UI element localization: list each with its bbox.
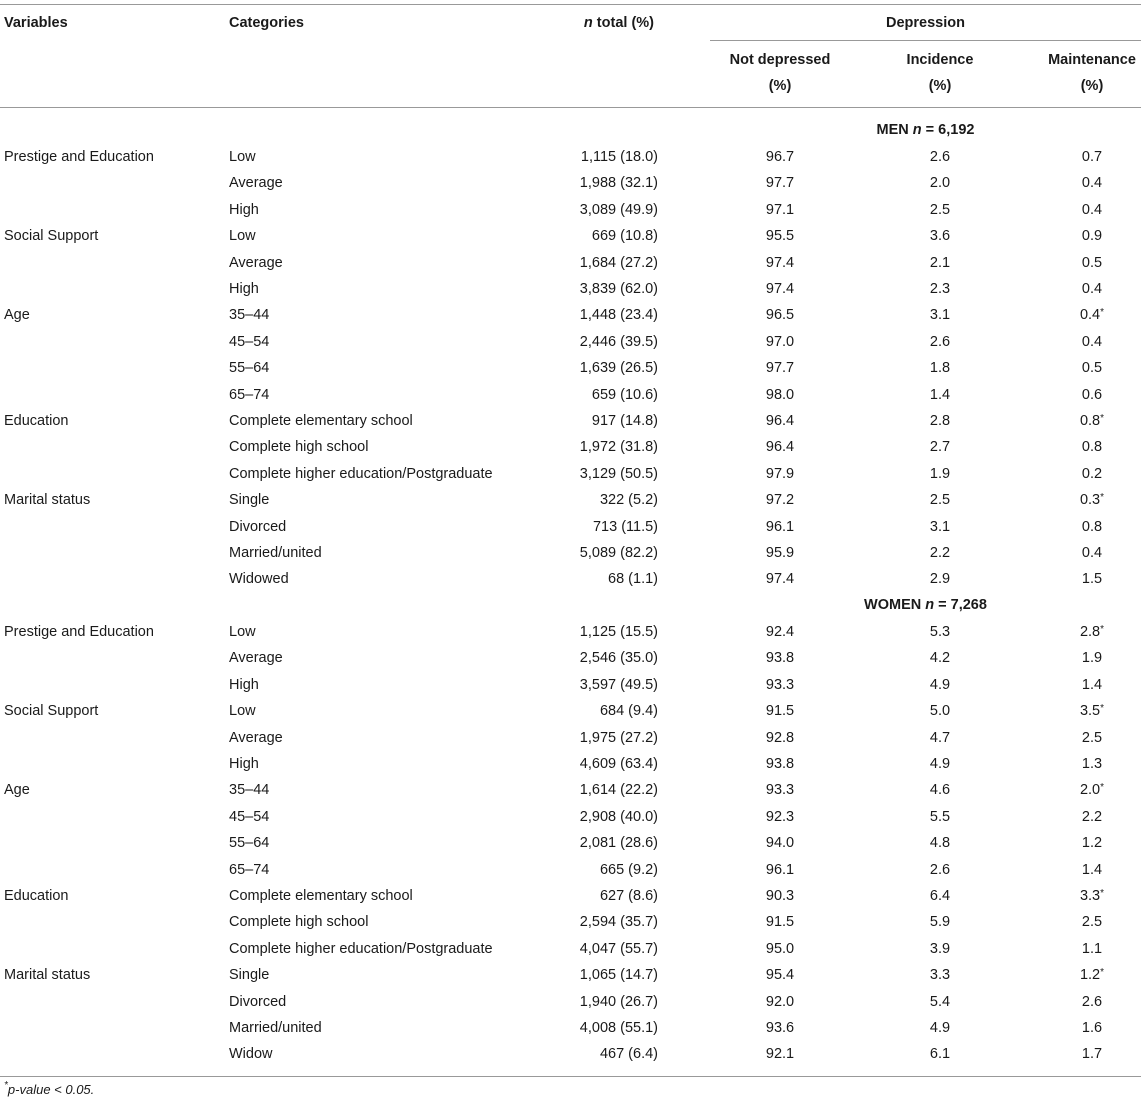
maintenance-value: 0.6 — [1081, 386, 1103, 403]
maintenance-value: 0.9 — [1081, 228, 1103, 245]
n-total-cell: 3,597 (49.5) — [579, 676, 658, 693]
n-total-cell: 467 (6.4) — [599, 1046, 658, 1063]
table-row — [0, 223, 1141, 249]
maintenance-cell — [1022, 857, 1145, 883]
n-total-cell: 659 (10.6) — [591, 386, 658, 403]
maintenance-value: 1.7 — [1081, 1046, 1103, 1063]
header-depression: Depression — [886, 15, 965, 31]
category-cell: Complete elementary school — [229, 413, 413, 429]
not-depressed-cell: 96.7 — [765, 149, 795, 165]
category-cell: 45–54 — [229, 333, 270, 350]
category-cell: Average — [229, 175, 283, 192]
maintenance-value: 0.4 — [1079, 307, 1101, 324]
variable-cell: Education — [4, 888, 69, 904]
incidence-cell: 2.1 — [929, 254, 951, 271]
n-total-cell: 1,940 (26.7) — [579, 993, 658, 1010]
significance-mark: * — [1100, 413, 1105, 424]
significance-mark: * — [1100, 624, 1105, 635]
category-cell: Complete higher education/Postgraduate — [229, 940, 493, 957]
incidence-cell: 6.1 — [929, 1046, 951, 1063]
maintenance-value: 2.5 — [1081, 914, 1103, 931]
category-cell: Complete elementary school — [229, 888, 413, 904]
incidence-cell: 2.6 — [929, 333, 951, 350]
n-total-cell: 4,008 (55.1) — [579, 1020, 658, 1036]
category-cell: Divorced — [229, 993, 287, 1010]
variable-cell: Social Support — [4, 703, 99, 720]
table-row — [0, 936, 1141, 962]
maintenance-cell — [1022, 276, 1145, 302]
header-n-total — [584, 10, 654, 36]
maintenance-cell — [1022, 382, 1145, 408]
footnote-text: p-value < 0.05. — [7, 1082, 95, 1097]
table-row — [0, 909, 1141, 935]
not-depressed-cell: 97.4 — [765, 254, 795, 271]
n-total-cell: 1,065 (14.7) — [579, 967, 658, 984]
category-cell: Complete higher education/Postgraduate — [229, 465, 493, 482]
n-total-cell: 713 (11.5) — [592, 518, 658, 535]
maintenance-cell — [1022, 1015, 1145, 1041]
table-row — [0, 672, 1141, 698]
section-title-women — [710, 592, 1141, 618]
maintenance-value: 1.5 — [1081, 571, 1103, 588]
incidence-cell: 4.2 — [929, 650, 951, 667]
variable-cell: Marital status — [4, 967, 91, 984]
n-total-cell: 4,047 (55.7) — [579, 940, 658, 957]
maintenance-value: 0.8 — [1079, 413, 1101, 429]
maintenance-cell — [1022, 1041, 1145, 1067]
n-total-cell: 917 (14.8) — [591, 413, 658, 429]
maintenance-value: 0.4 — [1081, 201, 1103, 218]
table-row — [0, 540, 1141, 566]
category-cell: Widow — [229, 1046, 273, 1063]
table-row — [0, 619, 1141, 645]
maintenance-cell — [1022, 751, 1145, 777]
incidence-cell: 2.9 — [929, 571, 951, 588]
incidence-cell: 2.2 — [929, 545, 951, 561]
maintenance-cell — [1022, 355, 1145, 381]
significance-mark: * — [1100, 492, 1105, 504]
variable-cell: Marital status — [4, 492, 91, 509]
n-total-cell: 2,446 (39.5) — [579, 333, 658, 350]
n-total-cell: 1,975 (27.2) — [579, 729, 658, 746]
not-depressed-cell: 96.4 — [765, 439, 795, 456]
not-depressed-cell: 93.3 — [765, 782, 795, 799]
table-row — [0, 566, 1141, 592]
maintenance-cell — [1022, 698, 1145, 724]
table-row — [0, 962, 1141, 988]
not-depressed-cell: 95.5 — [765, 228, 795, 245]
maintenance-value: 2.8 — [1079, 624, 1101, 640]
not-depressed-cell: 97.4 — [765, 281, 795, 297]
section-title-suffix: = 7,268 — [934, 597, 987, 613]
incidence-cell: 4.8 — [929, 835, 951, 852]
incidence-cell: 3.9 — [929, 940, 951, 957]
maintenance-cell — [1022, 329, 1145, 355]
category-cell: Low — [229, 703, 256, 720]
incidence-cell: 4.9 — [929, 1020, 951, 1036]
category-cell: Single — [229, 492, 270, 509]
top-rule — [0, 4, 1141, 5]
header-variables: Variables — [4, 15, 68, 31]
table-row — [0, 302, 1141, 328]
table-row — [0, 250, 1141, 276]
table-row — [0, 355, 1141, 381]
maintenance-cell — [1022, 645, 1145, 671]
maintenance-cell — [1022, 434, 1145, 460]
maintenance-cell — [1022, 804, 1145, 830]
table-row — [0, 329, 1141, 355]
category-cell: Married/united — [229, 1020, 322, 1036]
maintenance-value: 0.4 — [1081, 333, 1103, 350]
maintenance-value: 0.8 — [1081, 439, 1103, 456]
maintenance-value: 1.2 — [1081, 835, 1103, 852]
n-total-cell: 2,081 (28.6) — [579, 835, 658, 852]
maintenance-cell — [1022, 487, 1145, 513]
table-row — [0, 883, 1141, 909]
table-row — [0, 777, 1141, 803]
not-depressed-cell: 91.5 — [765, 703, 795, 720]
header-not-depressed: Not depressed — [729, 52, 831, 68]
not-depressed-cell: 92.1 — [765, 1046, 795, 1063]
table-row — [0, 698, 1141, 724]
maintenance-value: 2.5 — [1081, 729, 1103, 746]
n-total-cell: 1,614 (22.2) — [579, 782, 658, 799]
maintenance-cell — [1022, 619, 1145, 645]
incidence-cell: 4.7 — [929, 729, 951, 746]
maintenance-cell — [1022, 461, 1145, 487]
incidence-cell: 6.4 — [929, 888, 951, 904]
maintenance-cell — [1022, 725, 1145, 751]
category-cell: High — [229, 201, 259, 218]
significance-mark: * — [1100, 307, 1105, 319]
maintenance-value: 0.4 — [1081, 545, 1103, 561]
n-total-cell: 684 (9.4) — [599, 703, 658, 720]
n-total-cell: 1,448 (23.4) — [579, 307, 658, 324]
section-title-suffix: = 6,192 — [921, 122, 975, 138]
table-row — [0, 276, 1141, 302]
table-row — [0, 408, 1141, 434]
maintenance-value: 0.7 — [1081, 149, 1103, 165]
not-depressed-cell: 96.4 — [765, 413, 795, 429]
category-cell: Complete high school — [229, 914, 369, 931]
not-depressed-cell: 95.9 — [765, 545, 795, 561]
not-depressed-cell: 93.6 — [765, 1020, 795, 1036]
n-total-cell: 68 (1.1) — [608, 571, 658, 588]
n-total-cell: 665 (9.2) — [599, 861, 658, 878]
maintenance-value: 3.3 — [1079, 888, 1101, 904]
incidence-cell: 3.1 — [929, 518, 951, 535]
n-total-cell: 2,594 (35.7) — [579, 914, 658, 931]
not-depressed-cell: 96.1 — [765, 518, 795, 535]
table-row — [0, 1041, 1141, 1067]
n-total-cell: 3,839 (62.0) — [579, 281, 658, 297]
section-title-men — [710, 117, 1141, 143]
n-total-cell: 2,908 (40.0) — [579, 808, 658, 825]
not-depressed-cell: 95.0 — [765, 940, 795, 957]
significance-mark: * — [1100, 967, 1105, 979]
not-depressed-cell: 97.7 — [765, 360, 795, 377]
maintenance-value: 1.4 — [1081, 676, 1103, 693]
table-row — [0, 725, 1141, 751]
n-total-cell: 1,972 (31.8) — [579, 439, 658, 456]
incidence-cell: 5.9 — [929, 914, 951, 931]
not-depressed-cell: 96.1 — [765, 861, 795, 878]
variable-cell: Social Support — [4, 228, 99, 245]
incidence-cell: 3.1 — [929, 307, 951, 324]
maintenance-value: 0.8 — [1081, 518, 1103, 535]
n-total-cell: 669 (10.8) — [591, 228, 658, 245]
not-depressed-cell: 93.8 — [765, 650, 795, 667]
maintenance-cell — [1022, 777, 1145, 803]
incidence-cell: 2.3 — [929, 281, 951, 297]
incidence-cell: 3.3 — [929, 967, 951, 984]
header-incidence-unit: (%) — [928, 78, 952, 94]
table-row — [0, 751, 1141, 777]
table-row — [0, 645, 1141, 671]
maintenance-cell — [1022, 514, 1145, 540]
table-row — [0, 487, 1141, 513]
n-total-cell: 3,129 (50.5) — [579, 465, 658, 482]
not-depressed-cell: 92.3 — [765, 808, 795, 825]
category-cell: 35–44 — [229, 307, 270, 324]
footnote-mark: * — [4, 1080, 8, 1091]
not-depressed-cell: 97.1 — [765, 201, 795, 218]
category-cell: Average — [229, 729, 283, 746]
n-total-cell: 1,125 (15.5) — [579, 624, 658, 640]
maintenance-value: 1.6 — [1081, 1020, 1103, 1036]
header-maintenance-unit: (%) — [1080, 78, 1104, 94]
section-title-prefix: MEN — [876, 122, 913, 138]
maintenance-cell — [1022, 170, 1145, 196]
maintenance-cell — [1022, 144, 1145, 170]
not-depressed-cell: 92.4 — [765, 624, 795, 640]
variable-cell: Prestige and Education — [4, 624, 154, 640]
variable-cell: Age — [4, 307, 30, 324]
maintenance-cell — [1022, 936, 1145, 962]
header-categories: Categories — [229, 15, 304, 31]
table-row — [0, 804, 1141, 830]
incidence-cell: 4.6 — [929, 782, 951, 799]
category-cell: Low — [229, 228, 256, 245]
not-depressed-cell: 92.8 — [765, 729, 795, 746]
maintenance-cell — [1022, 250, 1145, 276]
maintenance-value: 2.0 — [1079, 782, 1101, 799]
maintenance-cell — [1022, 223, 1145, 249]
incidence-cell: 1.8 — [929, 360, 951, 377]
significance-mark: * — [1100, 782, 1105, 794]
not-depressed-cell: 91.5 — [765, 914, 795, 931]
not-depressed-cell: 94.0 — [765, 835, 795, 852]
not-depressed-cell: 97.0 — [765, 333, 795, 350]
incidence-cell: 5.5 — [929, 808, 951, 825]
not-depressed-cell: 95.4 — [765, 967, 795, 984]
maintenance-cell — [1022, 883, 1145, 909]
maintenance-value: 0.4 — [1081, 175, 1103, 192]
maintenance-cell — [1022, 197, 1145, 223]
maintenance-cell — [1022, 672, 1145, 698]
n-total-cell: 1,684 (27.2) — [579, 254, 658, 271]
maintenance-cell — [1022, 566, 1145, 592]
n-total-cell: 627 (8.6) — [599, 888, 658, 904]
incidence-cell: 2.8 — [929, 413, 951, 429]
n-total-cell: 5,089 (82.2) — [579, 545, 658, 561]
section-title-n: n — [912, 122, 922, 138]
section-title-n: n — [925, 597, 935, 613]
incidence-cell: 2.7 — [929, 439, 951, 456]
incidence-cell: 2.6 — [929, 861, 951, 878]
category-cell: 55–64 — [229, 360, 270, 377]
header-incidence: Incidence — [906, 52, 974, 68]
not-depressed-cell: 97.7 — [765, 175, 795, 192]
table-row — [0, 514, 1141, 540]
maintenance-value: 1.4 — [1081, 861, 1103, 878]
variable-cell: Prestige and Education — [4, 149, 154, 165]
n-total-cell: 2,546 (35.0) — [579, 650, 658, 667]
table-row — [0, 144, 1141, 170]
incidence-cell: 5.0 — [929, 703, 951, 720]
maintenance-value: 0.4 — [1081, 281, 1103, 297]
maintenance-value: 1.1 — [1081, 940, 1103, 957]
maintenance-value: 1.2 — [1079, 967, 1101, 984]
maintenance-value: 2.6 — [1081, 993, 1103, 1010]
header-bottom-rule — [0, 107, 1141, 108]
category-cell: 45–54 — [229, 808, 270, 825]
n-total-cell: 1,639 (26.5) — [579, 360, 658, 377]
maintenance-cell — [1022, 408, 1145, 434]
not-depressed-cell: 93.8 — [765, 756, 795, 772]
category-cell: Low — [229, 149, 256, 165]
table-row — [0, 197, 1141, 223]
table-row — [0, 382, 1141, 408]
maintenance-value: 0.2 — [1081, 465, 1103, 482]
incidence-cell: 5.4 — [929, 993, 951, 1010]
maintenance-cell — [1022, 830, 1145, 856]
incidence-cell: 2.5 — [929, 492, 951, 509]
incidence-cell: 3.6 — [929, 228, 951, 245]
header-maintenance: Maintenance — [1048, 52, 1136, 68]
table-row — [0, 830, 1141, 856]
category-cell: High — [229, 676, 259, 693]
category-cell: Low — [229, 624, 256, 640]
maintenance-cell — [1022, 302, 1145, 328]
category-cell: High — [229, 281, 259, 297]
bottom-rule — [0, 1076, 1141, 1077]
table-row — [0, 170, 1141, 196]
significance-mark: * — [1100, 703, 1105, 715]
maintenance-cell — [1022, 540, 1145, 566]
not-depressed-cell: 97.9 — [765, 465, 795, 482]
category-cell: 65–74 — [229, 861, 270, 878]
table-row — [0, 461, 1141, 487]
n-total-cell: 1,115 (18.0) — [580, 149, 658, 165]
n-total-cell: 4,609 (63.4) — [579, 756, 658, 772]
incidence-cell: 1.4 — [929, 386, 951, 403]
n-total-cell: 322 (5.2) — [599, 492, 658, 509]
depression-rule — [710, 40, 1141, 41]
incidence-cell: 1.9 — [929, 465, 951, 482]
category-cell: High — [229, 756, 259, 772]
variable-cell: Age — [4, 782, 30, 799]
category-cell: 55–64 — [229, 835, 270, 852]
incidence-cell: 2.6 — [929, 149, 951, 165]
category-cell: Widowed — [229, 571, 289, 588]
category-cell: 65–74 — [229, 386, 270, 403]
category-cell: Single — [229, 967, 270, 984]
category-cell: Divorced — [229, 518, 287, 535]
maintenance-cell — [1022, 989, 1145, 1015]
not-depressed-cell: 90.3 — [765, 888, 795, 904]
maintenance-value: 2.2 — [1081, 808, 1103, 825]
significance-mark: * — [1100, 888, 1105, 899]
incidence-cell: 4.9 — [929, 756, 951, 772]
header-n-rest: total (%) — [592, 15, 654, 31]
table-row — [0, 434, 1141, 460]
maintenance-cell — [1022, 909, 1145, 935]
category-cell: Average — [229, 254, 283, 271]
n-total-cell: 1,988 (32.1) — [579, 175, 658, 192]
incidence-cell: 5.3 — [929, 624, 951, 640]
category-cell: Complete high school — [229, 439, 369, 456]
variable-cell: Education — [4, 413, 69, 429]
maintenance-value: 1.3 — [1081, 756, 1103, 772]
not-depressed-cell: 96.5 — [765, 307, 795, 324]
header-n-italic: n — [583, 15, 593, 31]
table-row — [0, 1015, 1141, 1041]
header-not-depressed-unit: (%) — [768, 78, 792, 94]
footnote — [4, 1082, 94, 1097]
incidence-cell: 2.5 — [929, 201, 951, 218]
category-cell: 35–44 — [229, 782, 270, 799]
table-row — [0, 989, 1141, 1015]
maintenance-value: 0.5 — [1081, 254, 1103, 271]
section-title-prefix: WOMEN — [864, 597, 926, 613]
table-row — [0, 857, 1141, 883]
incidence-cell: 4.9 — [929, 676, 951, 693]
not-depressed-cell: 98.0 — [765, 386, 795, 403]
incidence-cell: 2.0 — [929, 175, 951, 192]
maintenance-value: 1.9 — [1081, 650, 1103, 667]
maintenance-value: 0.3 — [1079, 492, 1101, 509]
not-depressed-cell: 97.4 — [765, 571, 795, 588]
not-depressed-cell: 92.0 — [765, 993, 795, 1010]
maintenance-value: 3.5 — [1079, 703, 1101, 720]
not-depressed-cell: 97.2 — [765, 492, 795, 509]
not-depressed-cell: 93.3 — [765, 676, 795, 693]
maintenance-value: 0.5 — [1081, 360, 1103, 377]
category-cell: Married/united — [229, 545, 322, 561]
n-total-cell: 3,089 (49.9) — [579, 201, 658, 218]
maintenance-cell — [1022, 962, 1145, 988]
category-cell: Average — [229, 650, 283, 667]
